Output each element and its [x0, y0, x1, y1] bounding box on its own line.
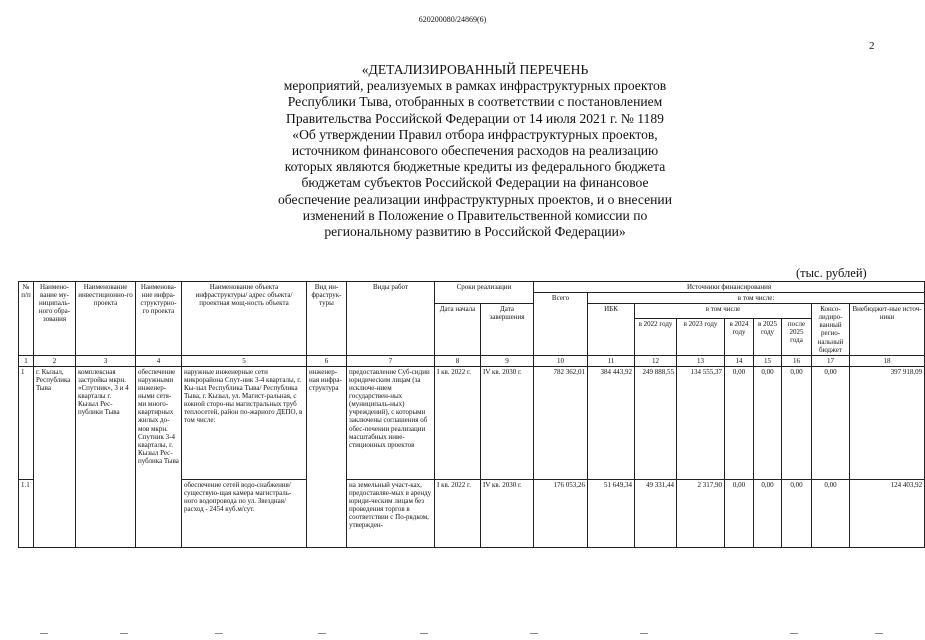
row-end: IV кв. 2030 г. — [481, 366, 534, 479]
title-line: Правительства Российской Федерации от 14 июля 2021 г. № 1189 — [286, 110, 664, 126]
header-offbudget: Внебюджет-ные источ-ники — [850, 304, 925, 356]
header-ibk: ИБК — [588, 304, 635, 356]
column-number: 11 — [588, 355, 635, 366]
header-term-end: Дата завершения — [481, 304, 534, 356]
row-y2022: 49 331,44 — [635, 479, 677, 547]
column-number: 7 — [347, 355, 435, 366]
scan-mark — [215, 633, 223, 634]
row-y2025: 0,00 — [754, 366, 782, 479]
row-start: I кв. 2022 г. — [435, 366, 481, 479]
table-row — [19, 366, 925, 479]
row-ibk: 51 649,34 — [588, 479, 635, 547]
row-ibk: 384 443,92 — [588, 366, 635, 479]
scan-mark — [40, 633, 48, 634]
row-after2025: 0,00 — [782, 479, 812, 547]
column-number: 17 — [812, 355, 850, 366]
column-number: 10 — [534, 355, 588, 366]
row-consolidated: 0,00 — [812, 479, 850, 547]
document-title — [180, 62, 770, 240]
scan-mark — [318, 633, 326, 634]
header-terms: Сроки реализации — [435, 282, 534, 304]
scan-mark — [530, 633, 538, 634]
page-number: 2 — [869, 40, 875, 52]
title-line: обеспечение реализации инфраструктурных проектов, и о внесении — [278, 191, 672, 207]
header-y2025: в 2025 году — [754, 319, 782, 356]
header-infra-type: Вид ин-фраструк-туры — [307, 282, 347, 356]
scan-edge-marks — [0, 633, 905, 637]
funding-table — [18, 281, 925, 548]
header-num: № п/п — [19, 282, 34, 356]
header-term-start: Дата начала — [435, 304, 481, 356]
header-in-that-ibk: в том числе — [635, 304, 812, 319]
row-y2025: 0,00 — [754, 479, 782, 547]
column-number: 18 — [850, 355, 925, 366]
header-consolidated: Консо-лидиро-ванный регио-нальный бюджет — [812, 304, 850, 356]
row-consolidated: 0,00 — [812, 366, 850, 479]
row-y2024: 0,00 — [725, 479, 754, 547]
title-line: изменений в Положение о Правительственной комиссии по — [302, 207, 648, 223]
header-y2024: в 2024 году — [725, 319, 754, 356]
row-infra-project: обеспечение наружными инженер-ными сетя-ми много-квартирных жилых до-мов мкрн. Спутник 3-4 кварталы, г. Кызыл Рес-публика Тыва — [136, 366, 182, 547]
row-y2023: 2 317,90 — [677, 479, 725, 547]
row-total: 176 053,26 — [534, 479, 588, 547]
row-end: IV кв. 2030 г. — [481, 479, 534, 547]
row-works: на земельный участ-ках, предоставляе-мых в аренду юриди-ческим лицам без проведения торгов в соответствии с По-рядком, утвержден- — [347, 479, 435, 547]
column-number: 5 — [182, 355, 307, 366]
row-works: предоставление Суб-сидии юридическим лицам (за исключе-нием государствен-ных (муниципаль-ных) учреждений), с которыми заключены соглашения об обес-печении реализации масштабных инве-стиционных проектов — [347, 366, 435, 479]
row-y2022: 249 888,55 — [635, 366, 677, 479]
column-number: 4 — [136, 355, 182, 366]
scan-mark — [120, 633, 128, 634]
title-line: источником финансового обеспечения расходов на реализацию — [291, 143, 659, 159]
row-y2024: 0,00 — [725, 366, 754, 479]
column-number: 8 — [435, 355, 481, 366]
column-number-row — [19, 355, 925, 366]
title-line: бюджетам субъектов Российской Федерации на финансовое — [301, 175, 649, 191]
table-header-row — [19, 282, 925, 293]
row-offbudget: 397 918,09 — [850, 366, 925, 479]
column-number: 16 — [782, 355, 812, 366]
title-line: «ДЕТАЛИЗИРОВАННЫЙ ПЕРЕЧЕНЬ — [361, 62, 589, 77]
column-number: 14 — [725, 355, 754, 366]
title-line: которых являются бюджетные кредиты из федерального бюджета — [284, 159, 666, 175]
header-in-that: в том числе: — [588, 293, 925, 304]
row-num: 1 — [19, 366, 34, 479]
column-number: 15 — [754, 355, 782, 366]
header-y2022: в 2022 году — [635, 319, 677, 356]
column-number: 12 — [635, 355, 677, 366]
document-id: 620200080/24869(6) — [418, 15, 487, 24]
header-project-name: Наименование инвестиционно-го проекта — [76, 282, 136, 356]
scan-mark — [420, 633, 428, 634]
title-line: «Об утверждении Правил отбора инфраструктурных проектов, — [292, 126, 658, 142]
row-after2025: 0,00 — [782, 366, 812, 479]
row-object-name: обеспечение сетей водо-снабжения/ существую-щая камера магистраль-ного водопровода по ул. Звездная/ расход - 2454 куб.м/сут. — [182, 479, 307, 547]
column-number: 2 — [34, 355, 76, 366]
header-object-name: Наименование объекта инфраструктуры/ адрес объекта/ проектная мощ-ность объекта — [182, 282, 307, 356]
row-y2023: 134 555,37 — [677, 366, 725, 479]
column-number: 9 — [481, 355, 534, 366]
header-y2023: в 2023 году — [677, 319, 725, 356]
header-municipality: Наимено-вание му-ниципаль-ного обра-зования — [34, 282, 76, 356]
row-start: I кв. 2022 г. — [435, 479, 481, 547]
header-infra-project: Наименова-ние инфра-структурно-го проекта — [136, 282, 182, 356]
column-number: 13 — [677, 355, 725, 366]
row-total: 782 362,01 — [534, 366, 588, 479]
title-line: Республики Тыва, отобранных в соответствии с постановлением — [287, 94, 663, 110]
row-object-name: наружные инженерные сети микрорайона Спут-ник 3-4 кварталы, г. Кы-зыл Республика Тыва/ Республика Тыва, г. Кызыл, ул. Магист-ральная, с южной сторо-ны магистральных труб теплосетей, район по-жарного ДЕПО, в том числе: — [182, 366, 307, 479]
header-works: Виды работ — [347, 282, 435, 356]
column-number: 3 — [76, 355, 136, 366]
row-project-name: комплексная застройка мкрн. «Спутник», 3 и 4 кварталы г. Кызыл Рес-публики Тыва — [76, 366, 136, 547]
title-line: мероприятий, реализуемых в рамках инфраструктурных проектов — [283, 78, 667, 94]
row-num: 1.1 — [19, 479, 34, 547]
units-label: (тыс. рублей) — [796, 266, 867, 280]
header-total: Всего — [534, 293, 588, 356]
header-sources: Источники финансирования — [534, 282, 925, 293]
header-after2025: после 2025 года — [782, 319, 812, 356]
scan-mark — [875, 633, 883, 634]
scan-mark — [790, 633, 798, 634]
row-municipality: г. Кызыл, Республика Тыва — [34, 366, 76, 547]
scan-mark — [640, 633, 648, 634]
column-number: 6 — [307, 355, 347, 366]
row-offbudget: 124 403,92 — [850, 479, 925, 547]
title-line: региональному развитию в Российской Федерации» — [324, 224, 626, 240]
row-infra-type: инженер-ная инфра-структура — [307, 366, 347, 547]
column-number: 1 — [19, 355, 34, 366]
